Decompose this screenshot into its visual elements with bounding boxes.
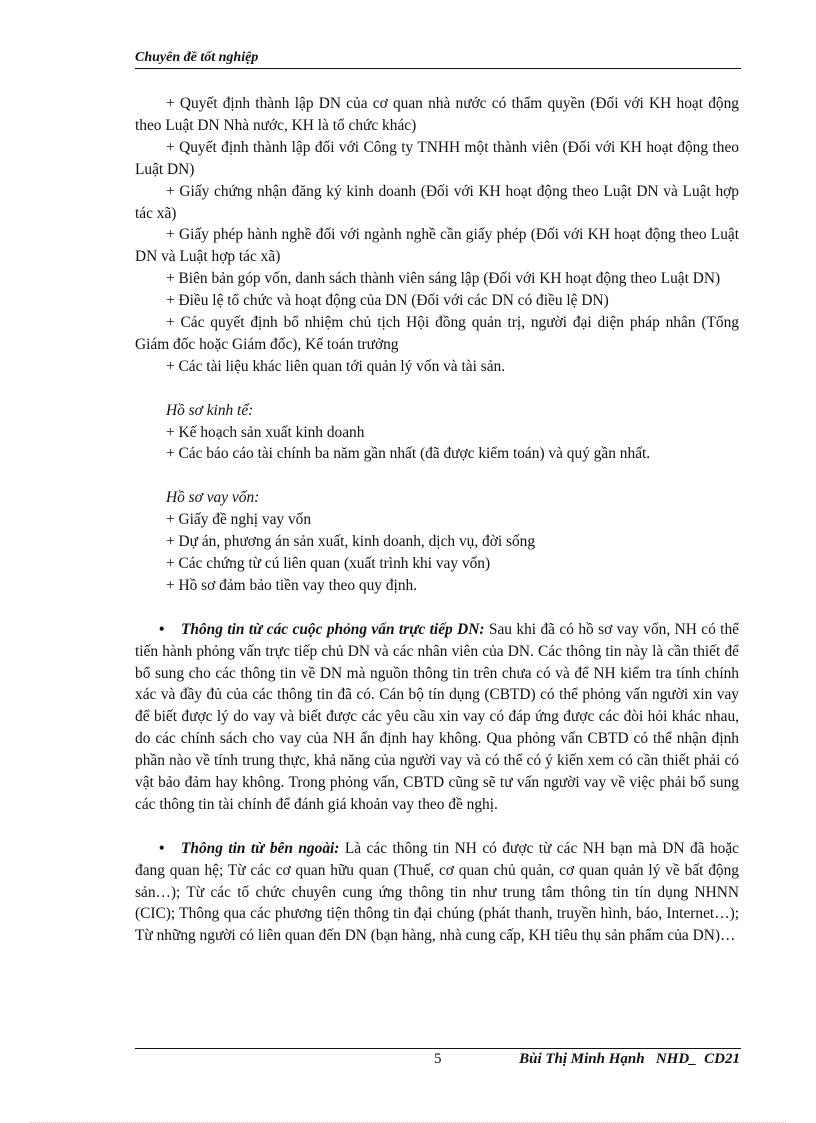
legal-doc-item: + Các quyết định bổ nhiệm chủ tịch Hội đồng quản trị, người đại diện pháp nhân (Tổng Giám đốc hoặc Giám đốc), Kế toán trưởng [135,314,739,353]
spacer [135,597,739,619]
legal-doc-item: + Giấy phép hành nghề đối với ngành nghề cần giấy phép (Đối với KH hoạt động theo Luật DN và Luật hợp tác xã) [135,226,739,266]
loan-item: + Giấy đề nghị vay vốn [166,511,312,529]
bullet-dot-icon: • [159,839,165,857]
page-content [135,93,739,947]
legal-doc-item: + Các tài liệu khác liên quan tới quản lý vốn và tài sản. [166,357,506,375]
loan-item: + Các chứng từ cú liên quan (xuất trình khi vay vốn) [166,555,491,572]
legal-doc-item: + Điều lệ tổ chức và hoạt động của DN (Đối với các DN có điều lệ DN) [166,292,609,310]
economic-heading: Hồ sơ kinh tế: [166,401,254,419]
legal-doc-item: + Quyết định thành lập DN của cơ quan nhà nước có thẩm quyền (Đối với KH hoạt động theo Luật DN Nhà nước, KH là tổ chức khác) [135,95,739,134]
external-info-title: Thông tin từ bên ngoài: [181,839,340,857]
footer-rule [135,1048,741,1049]
page-header-title: Chuyên đề tốt nghiệp [135,50,259,65]
page-number: 5 [434,1051,442,1067]
interview-title: Thông tin từ các cuộc phỏng vấn trực tiếp DN: [181,620,485,638]
legal-doc-item: + Giấy chứng nhận đăng ký kinh doanh (Đối với KH hoạt động theo Luật DN và Luật hợp tác xã) [135,182,739,222]
economic-item: + Kế hoạch sản xuất kinh doanh [166,423,365,441]
spacer [135,378,739,400]
bullet-dot-icon: • [159,620,165,638]
loan-heading: Hồ sơ vay vốn: [166,489,260,507]
external-info-text: Là các thông tin NH có được từ các NH bạn mà DN đã hoặc đang quan hệ; Từ các cơ quan hữu quan (Thuế, cơ quan chủ quản, cơ quan quản lý về bất động sản…); Từ các tổ chức chuyên cung ứng thông tin như trung tâm thông tin tín dụng NHNN (CIC); Thông qua các phương tiện thông tin đại chúng (phát thanh, truyền hình, báo, Internet…); Từ những người có liên quan đến DN (bạn hàng, nhà cung cấp, KH tiêu thụ sản phẩm của DN)… [135,839,739,945]
footer-author: Bùi Thị Minh Hạnh NHD_ CD21 [519,1051,740,1067]
loan-item: + Hồ sơ đảm bảo tiền vay theo quy định. [166,576,418,594]
spacer [135,465,739,487]
legal-doc-item: + Quyết định thành lập đối với Công ty TNHH một thành viên (Đối với KH hoạt động theo Luật DN) [135,138,739,178]
interview-paragraph [135,619,739,816]
header-rule [135,68,741,69]
external-info-paragraph [135,838,739,948]
spacer [135,816,739,838]
economic-item: + Các báo cáo tài chính ba năm gần nhất (đã được kiểm toán) và quý gần nhất. [166,445,651,463]
interview-text: Sau khi đã có hồ sơ vay vốn, NH có thể tiến hành phỏng vấn trực tiếp chủ DN và các nhân viên của DN. Các thông tin này là cần thiết để bổ sung cho các thông tin về DN mà nguồn thông tin trên chưa có và để NH kiểm tra tính chính xác và đầy đủ của các thông tin đã có. Cán bộ tín dụng (CBTD) có thể phỏng vấn người xin vay để biết được lý do vay và biết được các yêu cầu xin vay có đáp ứng được các đòi hỏi khác nhau, do các chính sách cho vay của NH ấn định hay không. Qua phỏng vấn CBTD có thể nhận định phần nào về tính trung thực, khả năng của người vay và có thể có ý kiến xem có cần thiết phải có vật bảo đảm hay không. Trong phỏng vấn, CBTD cũng sẽ tư vấn người vay về việc phải bổ sung các thông tin tài chính để đánh giá khoản vay theo đề nghị. [135,620,739,813]
legal-doc-item: + Biên bản góp vốn, danh sách thành viên sáng lập (Đối với KH hoạt động theo Luật DN) [166,270,721,288]
loan-item: + Dự án, phương án sản xuất, kinh doanh, dịch vụ, đời sống [166,533,536,551]
